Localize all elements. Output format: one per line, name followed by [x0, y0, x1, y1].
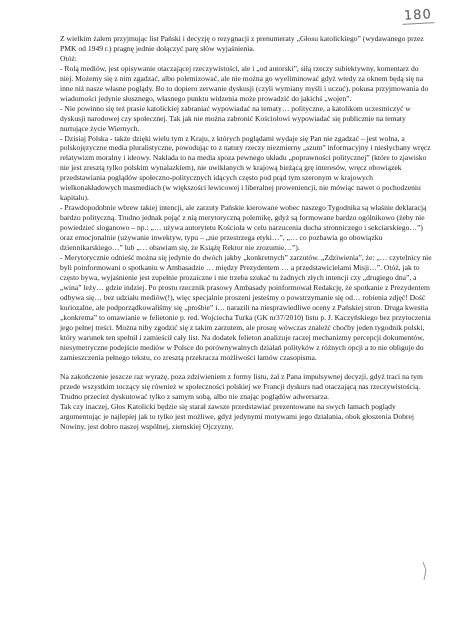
- paragraph-closing: Tak czy inaczej, Głos Katolicki będzie się starał zawsze przedstawiać prezentowane na swych łamach poglądy argumentując je najlepiej jak to tylko jest możliwe, gdyż jedynymi motywami jego działania, obok głoszenia Dobrej Nowiny, jest dobro naszej wspólnej, ziemskiej Ojczyzny.: [60, 402, 414, 432]
- paragraph-otoz: Otóż:: [60, 53, 77, 63]
- page-number: [402, 8, 434, 24]
- paragraph-conclusion: Na zakończenie jeszcze raz wyrażę, poza zdziwieniem z formy listu, żal z Pana impulsywnej decyzji, gdyż traci na tym przede wszystkim toczący się również w społeczności polskiej we Francji dyskurs nad otaczającą nas rzeczywistością. Trudno przecież dyskutować tylko z samym sobą, albo nie znając poglądów adwersarza.: [60, 372, 423, 402]
- paragraph-intro: Z wielkim żalem przyjmując list Pański i decyzję o rezygnacji z prenumeraty „Głosu katolickiego” (wydawanego przez PMK od 1949 r.) pragnę jednie dołączyć parę słów wyjaśnienia.: [60, 34, 424, 53]
- paragraph-catholic-press: - Nie powinno się też prasie katolickiej zabraniać wypowiadać na tematy… polityczne, a katolikom uczestniczyć w dyskusji narodowej czy społecznej. Tak jak nie można zabronić Kościołowi wypowiadać się publicznie na tematy nurtujące życie Wiernych.: [60, 103, 411, 133]
- paragraph-poland-today: - Dzisiaj Polska - także dzięki wielu tym z Kraju, z których poglądami wydaje się Pan nie zgadzać – jest wolna, a polskojęzyczne media pluralistyczne, powodując to z natury rzeczy niezmierny „szum” informacyjny i niesłychany wręcz relatywizm moralny i ideowy. Nakłada to na media spoza pewnego układu „poprawności politycznej” (które to zjawisko nie jest zresztą tylko polskim wynalazkiem), nie uwikłanych w krajową bieżącą grę interesów, wręcz obowiązek przedstawiania poglądów społeczno-politycznych idących często pod prąd tym szeronym w krajowych wielkonakładowych masmediach (w większości lewicowej i liberalnej proweniencji, nie mówiąc nawet o pochodzeniu kapitału).: [60, 133, 431, 203]
- paragraph-accusations: - Prawdopodobnie wbrew takiej intencji, ale zarzuty Pańskie kierowane wobec naszego Tygodnika są właśnie deklaracją bardzo polityczną. Trudno jednak pojąć z nią merytoryczną polemikę, gdyż są formowane bardzo ogólnikowo (żeby nie powiedzieć sloganowo – np.: „… używa autorytetu Kościoła w celu narzucenia ducha stronniczego i sekciarskiego…”) oraz emocjonalnie (używanie inwektyw, typu – „nie przestrzega etyki…”, „… co pozbawia go obowiązku dziennikarskiego…” lub „… obawiam się, że Książę Rektor nie zrozumie…”).: [60, 203, 427, 253]
- paragraph-role-of-media: - Rolą mediów, jest opisywanie otaczającej rzeczywistości, ale i „od autorski”, siłą rzeczy subiektywny, komentarz do niej. Możemy się z nim zgadzać, albo polemizować, ale nie można go wyeliminować gdyż wtedy za oknem będą się na inne niż nasze własne poglądy. Bo to dopiero zerwanie dyskusji (czyli wymiany myśli i uczuć), pokusa przyjmowania do wiadomości jedynie słusznego, własnego punktu widzenia może prowadzić do jakichś „wojen”.: [60, 63, 429, 103]
- page-number-text: 180: [402, 7, 435, 25]
- paragraph-concrete-charges: - Merytorycznie odnieść można się jedynie do dwóch jakby „konkretnych” zarzutów. „Zdziwienia”, że: „… czytelnicy nie byli poinformowani o spotkaniu w Ambasadzie … między Prezydentem … a przedstawicielami Misji…”. Otóż, jak to często bywa, wyjaśnienie jest zupełnie prozaiczne i nie trzeba szukać tu żadnych złych intencji czy „drugiego dna”, a „wina” leży… gdzie indziej. Po prostu rzecznik prasowy Ambasady poinformował Redakcję, że spotkanie z Prezydentem odbywa się… bez udziału mediów(!), więc specjalnie proszeni jesteśmy o powstrzymanie się od… robienia zdjęć! Dość kuriozalne, ale podporządkowaliśmy się „prośbie” i… narazili na niesprawiedliwe oceny z Pańskiej stron. Druga kwestia „konkretna” to omawianie w felietonie p. red. Wojciecha Turka (GK nr37/2010) listu p. J. Kaczyńskiego bez przytoczenia jego pełnej treści. Można niby zgodzić się z takim zarzutem, ale proszę wówczas znaleźć choćby jeden tygodnik polski, który warunek ten spełnił i zamieścił cały list. Na dodatek felieton analizuje raczej mechanizmy percepcji dokumentów, niesymetryczne podejście mediów w Polsce do porównywalnych działań polityków z różnych opcji a to nie obliguje do zamieszczenia pełnego tekstu, co zresztą przekracza możliwości łamów czasopisma.: [60, 252, 432, 362]
- letter-body: [60, 34, 432, 432]
- margin-mark-icon: [420, 560, 430, 582]
